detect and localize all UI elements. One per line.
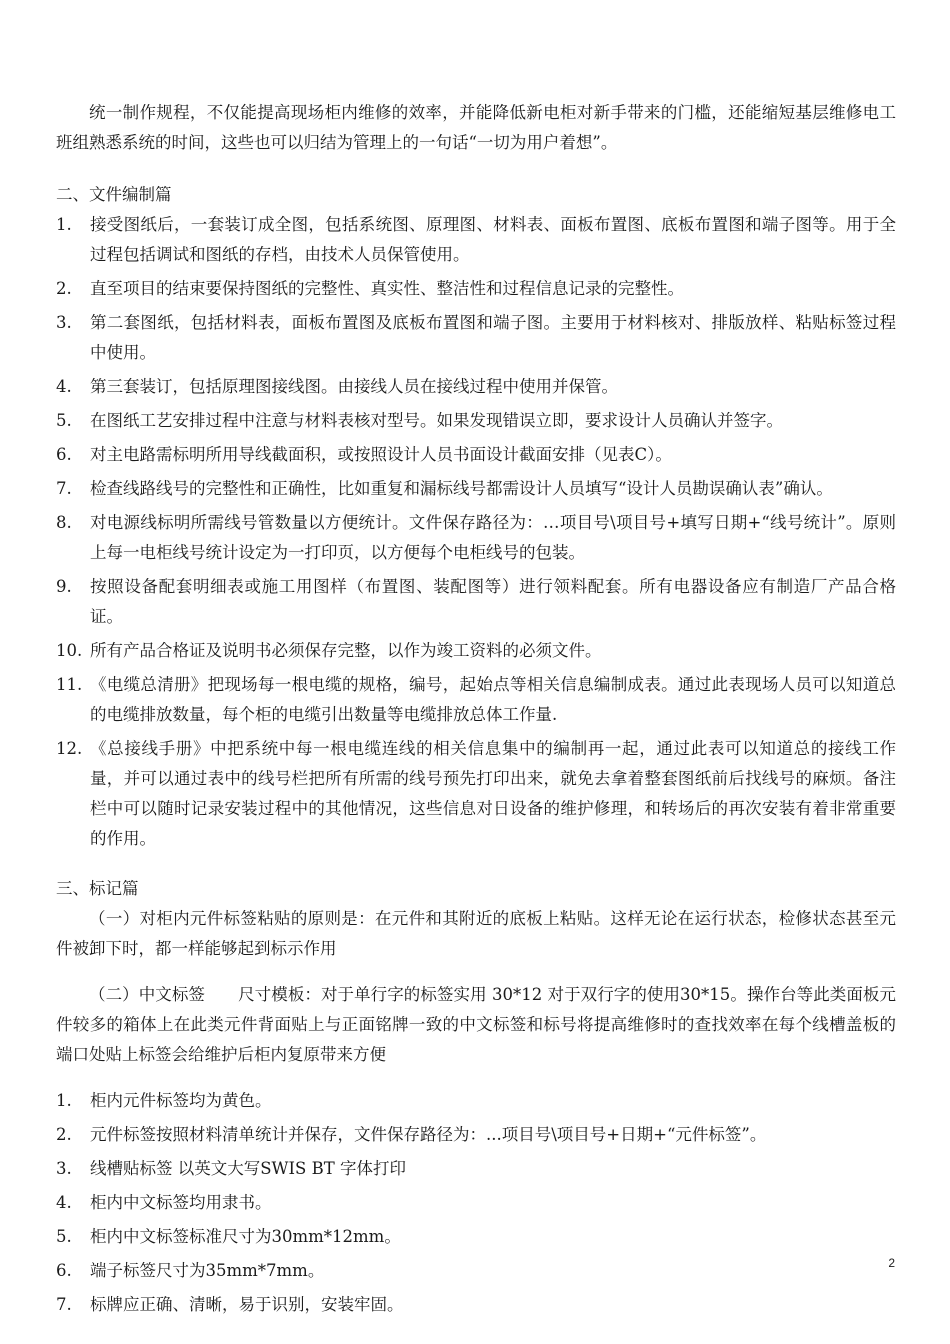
list-item-number: 1.: [56, 1091, 72, 1110]
list-item-number: 6.: [56, 445, 72, 464]
page-number: 2: [888, 1256, 895, 1270]
section-2-list: [56, 210, 896, 854]
list-item: [56, 1086, 896, 1116]
list-item-number: 4.: [56, 1193, 72, 1212]
list-item: [56, 1256, 896, 1286]
section-2-title: 二、文件编制篇: [56, 185, 172, 204]
list-item-text: 对主电路需标明所用导线截面积，或按照设计人员书面设计截面安排（见表C）。: [90, 445, 672, 464]
list-item: [56, 372, 896, 402]
list-item-number: 9.: [56, 577, 72, 596]
list-item: [56, 308, 896, 368]
list-item-text: 按照设备配套明细表或施工用图样（布置图、装配图等）进行领料配套。所有电器设备应有制造厂产品合格证。: [90, 577, 896, 626]
list-item-number: 2.: [56, 279, 72, 298]
list-item-text: 检查线路线号的完整性和正确性，比如重复和漏标线号都需设计人员填写“设计人员勘误确认表”确认。: [90, 479, 833, 498]
list-item-number: 8.: [56, 513, 72, 532]
list-item-text: 端子标签尺寸为35mm*7mm。: [90, 1261, 325, 1280]
list-item-text: 标牌应正确、清晰，易于识别，安装牢固。: [90, 1295, 404, 1314]
list-item: [56, 1120, 896, 1150]
list-item: [56, 210, 896, 270]
section-3-list: [56, 1086, 896, 1320]
list-item-text: 第二套图纸，包括材料表，面板布置图及底板布置图和端子图。主要用于材料核对、排版放样、粘贴标签过程中使用。: [90, 313, 896, 362]
list-item-text: 第三套装订，包括原理图接线图。由接线人员在接线过程中使用并保管。: [90, 377, 618, 396]
list-item-number: 10.: [56, 641, 83, 660]
list-item: [56, 1222, 896, 1252]
list-item-number: 3.: [56, 313, 72, 332]
list-item-text: 柜内中文标签均用隶书。: [90, 1193, 272, 1212]
list-item-text: 接受图纸后，一套装订成全图，包括系统图、原理图、材料表、面板布置图、底板布置图和端子图等。用于全过程包括调试和图纸的存档，由技术人员保管使用。: [90, 215, 896, 264]
list-item-text: 柜内中文标签标准尺寸为30mm*12mm。: [90, 1227, 401, 1246]
document-page: [56, 98, 896, 1324]
list-item: [56, 1290, 896, 1320]
section-3-paragraph-1: （一）对柜内元件标签粘贴的原则是：在元件和其附近的底板上粘贴。这样无论在运行状态，检修状态甚至元件被卸下时，都一样能够起到标示作用: [56, 909, 896, 958]
list-item: [56, 508, 896, 568]
list-item-text: 在图纸工艺安排过程中注意与材料表核对型号。如果发现错误立即，要求设计人员确认并签字。: [90, 411, 783, 430]
list-item: [56, 636, 896, 666]
list-item-text: 对电源线标明所需线号管数量以方便统计。文件保存路径为：…项目号\项目号+填写日期+“线号统计”。原则上每一电柜线号统计设定为一打印页，以方便每个电柜线号的包装。: [90, 513, 896, 562]
list-item-text: 《电缆总清册》把现场每一根电缆的规格，编号，起始点等相关信息编制成表。通过此表现场人员可以知道总的电缆排放数量，每个柜的电缆引出数量等电缆排放总体工作量.: [90, 675, 896, 724]
list-item-text: 线槽贴标签 以英文大写SWIS BT 字体打印: [90, 1159, 406, 1178]
list-item-number: 5.: [56, 411, 72, 430]
intro-paragraph: 统一制作规程，不仅能提高现场柜内维修的效率，并能降低新电柜对新手带来的门槛，还能缩短基层维修电工班组熟悉系统的时间，这些也可以归结为管理上的一句话“一切为用户着想”。: [56, 103, 896, 152]
list-item-number: 2.: [56, 1125, 72, 1144]
list-item: [56, 474, 896, 504]
list-item-number: 7.: [56, 1295, 72, 1314]
list-item: [56, 274, 896, 304]
list-item: [56, 670, 896, 730]
list-item-number: 3.: [56, 1159, 72, 1178]
section-3-title: 三、标记篇: [56, 879, 139, 898]
list-item-text: 直至项目的结束要保持图纸的完整性、真实性、整洁性和过程信息记录的完整性。: [90, 279, 684, 298]
list-item: [56, 1188, 896, 1218]
list-item-text: 元件标签按照材料清单统计并保存，文件保存路径为：...项目号\项目号+日期+“元件标签”。: [90, 1125, 767, 1144]
list-item-number: 4.: [56, 377, 72, 396]
list-item-number: 6.: [56, 1261, 72, 1280]
list-item: [56, 440, 896, 470]
list-item: [56, 572, 896, 632]
list-item-number: 11.: [56, 675, 83, 694]
list-item-number: 5.: [56, 1227, 72, 1246]
section-3-paragraph-2: （二）中文标签 尺寸模板：对于单行字的标签实用 30*12 对于双行字的使用30*15。操作台等此类面板元件较多的箱体上在此类元件背面贴上与正面铭牌一致的中文标签和标号将提高维修时的查找效率在每个线槽盖板的端口处贴上标签会给维护后柜内复原带来方便: [56, 985, 896, 1064]
list-item: [56, 406, 896, 436]
list-item: [56, 1154, 896, 1184]
list-item-text: 柜内元件标签均为黄色。: [90, 1091, 272, 1110]
list-item-number: 12.: [56, 739, 83, 758]
list-item-text: 《总接线手册》中把系统中每一根电缆连线的相关信息集中的编制再一起，通过此表可以知道总的接线工作量，并可以通过表中的线号栏把所有所需的线号预先打印出来，就免去拿着整套图纸前后找线号的麻烦。备注栏中可以随时记录安装过程中的其他情况，这些信息对日设备的维护修理，和转场后的再次安装有着非常重要的作用。: [90, 739, 896, 848]
list-item-number: 7.: [56, 479, 72, 498]
list-item-number: 1.: [56, 215, 72, 234]
list-item: [56, 734, 896, 854]
list-item-text: 所有产品合格证及说明书必须保存完整，以作为竣工资料的必须文件。: [90, 641, 602, 660]
